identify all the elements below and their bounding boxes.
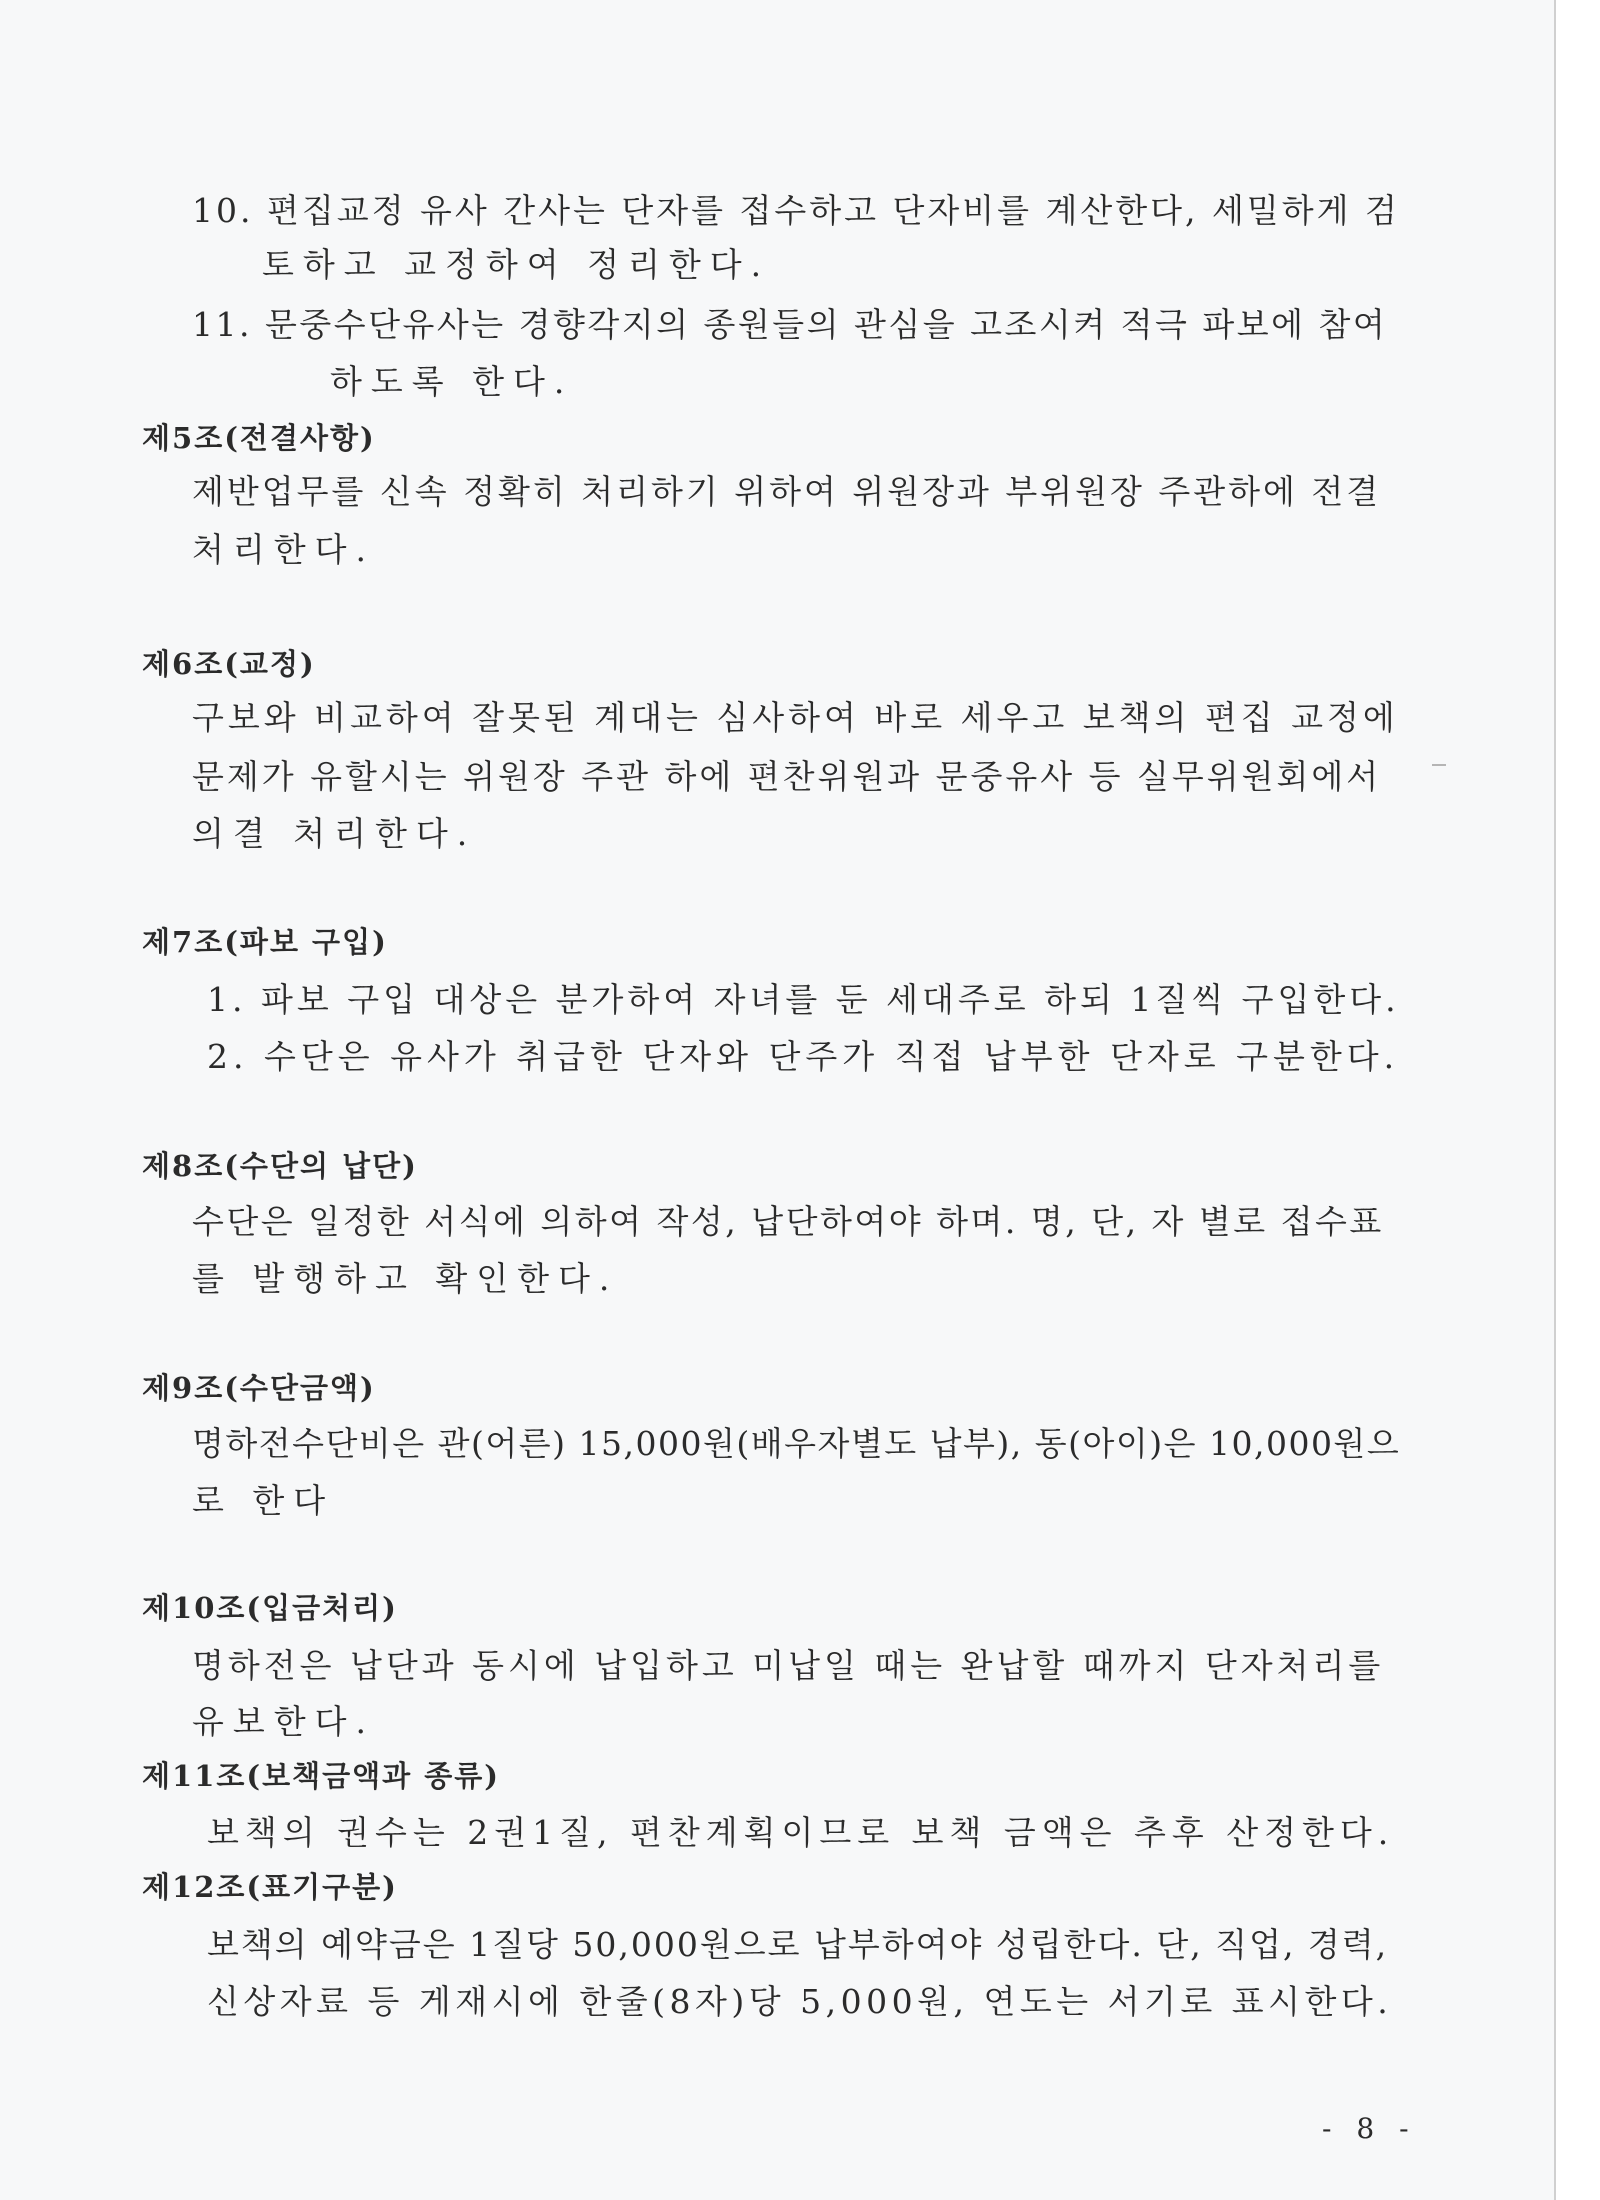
article-9-line-1: 명하전수단비은 관(어른) 15,000원(배우자별도 납부), 동(아이)은 10,000원으	[192, 1424, 1401, 1463]
item-10-text: 편집교정 유사 간사는 단자를 접수하고 단자비를 계산한다, 세밀하게 검	[266, 191, 1400, 230]
article-7-line-2: 2. 수단은 유사가 취급한 단자와 단주가 직접 납부한 단자로 구분한다.	[207, 1037, 1400, 1076]
item-10-line-1	[192, 191, 1400, 231]
page-number: - 8 -	[1322, 2112, 1417, 2145]
article-7-heading: 제7조(파보 구입)	[142, 925, 388, 959]
item-10-number: 10.	[192, 191, 254, 230]
article-12-line-1: 보책의 예약금은 1질당 50,000원으로 납부하여야 성립한다. 단, 직업, 경력,	[207, 1925, 1389, 1964]
article-10-line-1: 명하전은 납단과 동시에 납입하고 미납일 때는 완납할 때까지 단자처리를	[192, 1646, 1385, 1685]
article-5-line-2: 처리한다.	[192, 530, 376, 569]
article-6-line-3: 의결 처리한다.	[192, 814, 477, 853]
article-12-heading: 제12조(표기구분)	[142, 1870, 398, 1904]
article-10-heading: 제10조(입금처리)	[142, 1591, 398, 1625]
article-7-line-1: 1. 파보 구입 대상은 분가하여 자녀를 둔 세대주로 하되 1질씩 구입한다.	[207, 980, 1400, 1019]
item-11-line-2: 하도록 한다.	[330, 362, 574, 401]
article-8-line-1: 수단은 일정한 서식에 의하여 작성, 납단하여야 하며. 명, 단, 자 별로 접수표	[192, 1202, 1384, 1241]
article-9-heading: 제9조(수단금액)	[142, 1371, 376, 1405]
item-11-number: 11.	[192, 305, 252, 344]
item-10-line-2: 토하고 교정하여 정리한다.	[262, 245, 771, 284]
article-6-line-1: 구보와 비교하여 잘못된 계대는 심사하여 바로 세우고 보책의 편집 교정에	[192, 698, 1399, 737]
article-5-line-1: 제반업무를 신속 정확히 처리하기 위하여 위원장과 부위원장 주관하에 전결	[192, 472, 1382, 511]
item-11-text: 문중수단유사는 경향각지의 종원들의 관심을 고조시켜 적극 파보에 참여	[264, 305, 1388, 344]
article-8-heading: 제8조(수단의 납단)	[142, 1149, 418, 1183]
article-10-line-2: 유보한다.	[192, 1702, 376, 1741]
article-8-line-2: 를 발행하고 확인한다.	[192, 1259, 619, 1298]
article-9-line-2: 로 한다	[192, 1481, 335, 1520]
item-11-line-1	[192, 305, 1387, 345]
scan-edge	[1554, 0, 1600, 2200]
article-11-line-1: 보책의 권수는 2권1질, 편찬계획이므로 보책 금액은 추후 산정한다.	[207, 1813, 1395, 1852]
article-5-heading: 제5조(전결사항)	[142, 421, 376, 455]
article-12-line-2: 신상자료 등 게재시에 한줄(8자)당 5,000원, 연도는 서기로 표시한다.	[207, 1982, 1393, 2021]
article-6-line-2: 문제가 유할시는 위원장 주관 하에 편찬위원과 문중유사 등 실무위원회에서	[192, 757, 1382, 796]
scan-speck	[1432, 764, 1446, 766]
article-6-heading: 제6조(교정)	[142, 647, 316, 681]
article-11-heading: 제11조(보책금액과 종류)	[142, 1759, 501, 1793]
